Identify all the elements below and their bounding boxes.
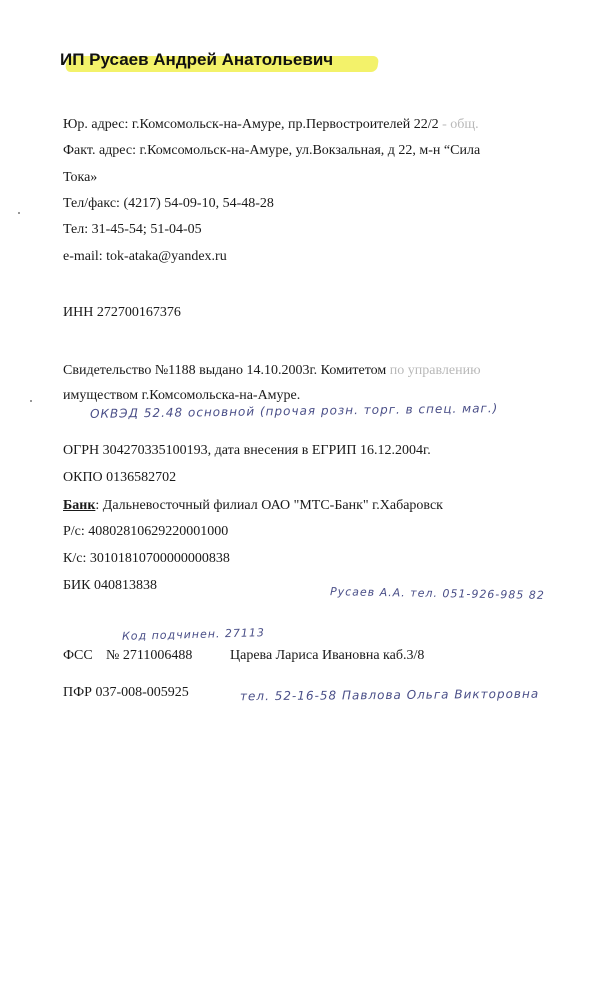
ogrn: ОГРН 304270335100193, дата внесения в ЕГРИП 16.12.2004г. <box>63 443 431 458</box>
certificate-text: Свидетельство №1188 выдано 14.10.2003г. Комитетом <box>63 363 387 378</box>
pfr: ПФР 037-008-005925 <box>63 685 189 700</box>
certificate-tail: по управлению <box>386 363 481 378</box>
bank-label: Банк <box>63 498 96 513</box>
handwritten-pfr-contact: тел. 52-16-58 Павлова Ольга Викторовна <box>239 686 540 704</box>
settlement-account: Р/с: 40802810629220001000 <box>63 524 229 539</box>
certificate-line2: имуществом г.Комсомольска-на-Амуре. <box>63 388 301 403</box>
scan-speck <box>18 212 20 214</box>
bank <box>63 498 443 514</box>
scan-speck <box>30 400 32 402</box>
fss-number: № 2711006488 <box>106 648 193 663</box>
correspondent-account: К/с: 30101810700000000838 <box>63 551 230 566</box>
actual-address-line2: Тока» <box>63 170 98 185</box>
handwritten-contact: Русаев А.А. тел. 051-926-985 82 <box>329 585 545 602</box>
inn: ИНН 272700167376 <box>63 305 181 320</box>
email: e-mail: tok-ataka@yandex.ru <box>63 249 227 264</box>
handwritten-okved: ОКВЭД 52.48 основной (прочая розн. торг. в спец. маг.) <box>89 401 499 421</box>
legal-address-text: Юр. адрес: г.Комсомольск-на-Амуре, пр.Первостроителей 22/2 <box>63 117 439 132</box>
okpo: ОКПО 0136582702 <box>63 470 177 485</box>
phone-fax: Тел/факс: (4217) 54-09-10, 54-48-28 <box>63 196 274 211</box>
certificate-line1 <box>63 363 481 379</box>
bik: БИК 040813838 <box>63 578 157 593</box>
bank-value: : Дальневосточный филиал ОАО "МТС-Банк" г.Хабаровск <box>95 498 443 513</box>
title-block <box>60 50 333 70</box>
fss-person: Царева Лариса Ивановна каб.3/8 <box>230 648 425 663</box>
fss-label: ФСС <box>63 648 93 663</box>
handwritten-fss-code: Код подчинен. 27113 <box>121 626 266 643</box>
legal-address <box>63 117 479 133</box>
phone: Тел: 31-45-54; 51-04-05 <box>63 222 202 237</box>
page-title: ИП Русаев Андрей Анатольевич <box>60 50 334 69</box>
legal-address-tail: - общ. <box>438 117 479 132</box>
actual-address-line1: Факт. адрес: г.Комсомольск-на-Амуре, ул.Вокзальная, д 22, м-н “Сила <box>63 143 481 158</box>
